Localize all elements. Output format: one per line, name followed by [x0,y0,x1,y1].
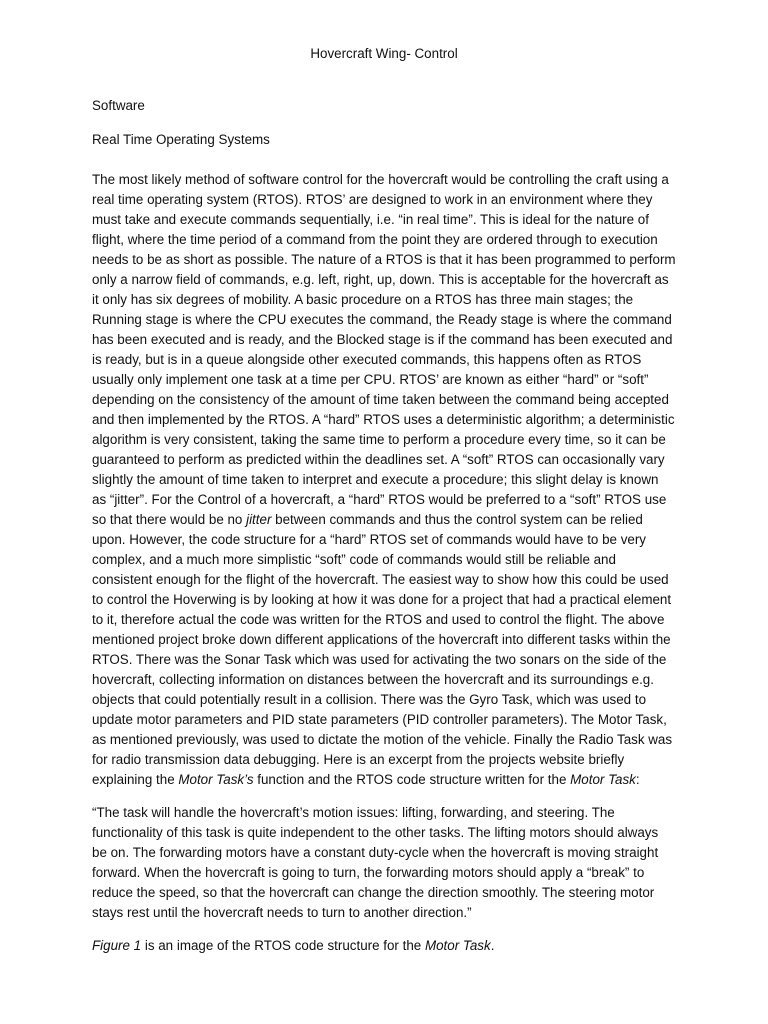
paragraph-text-1: The most likely method of software control for the hovercraft would be controlling the craft using a real time operating system (RTOS). RTOS’ are designed to work in an environment where they must take and execute commands sequentially, i.e. “in real time”. This is ideal for the nature of flight, where the time period of a command from the point they are ordered through to execution needs to be as short as possible. The nature of a RTOS is that it has been programmed to perform only a narrow field of commands, e.g. left, right, up, down. This is acceptable for the hovercraft as it only has six degrees of mobility. A basic procedure on a RTOS has three main stages; the Running stage is where the CPU executes the command, the Ready stage is where the command has been executed and is ready, and the Blocked stage is if the command has been executed and is ready, but is in a queue alongside other executed commands, this happens often as RTOS usually only implement one task at a time per CPU. RTOS’ are known as either “hard” or “soft” depending on the consistency of the amount of time taken between the command being accepted and then implemented by the RTOS. A “hard” RTOS uses a deterministic algorithm; a deterministic algorithm is very consistent, taking the same time to perform a procedure every time, so it can be guaranteed to perform as predicted within the deadlines set. A “soft” RTOS can occasionally vary slightly the amount of time taken to interpret and execute a procedure; this slight delay is known as “jitter”. For the Control of a hovercraft, a “hard” RTOS would be preferred to a “soft” RTOS use so that there would be no [92,172,676,527]
paragraph-text-2: between commands and thus the control system can be relied upon. However, the code structure for a “hard” RTOS set of commands would have to be very complex, and a much more simplistic “soft” code of commands would still be reliable and consistent enough for the flight of the hovercraft. The easiest way to show how this could be used to control the Hoverwing is by looking at how it was done for a project that had a practical element to it, therefore actual the code was written for the RTOS and used to control the flight. The above mentioned project broke down different applications of the hovercraft into different tasks within the RTOS. There was the Sonar Task which was used for activating the two sonars on the side of the hovercraft, collecting information on distances between the hovercraft and its surroundings e.g. objects that could potentially result in a collision. There was the Gyro Task, which was used to update motor parameters and PID state parameters (PID controller parameters). The Motor Task, as mentioned previously, was used to dictate the motion of the vehicle. Finally the Radio Task was for radio transmission data debugging. Here is an excerpt from the projects website briefly explaining the [92,512,673,787]
figure-motor-task: Motor Task [424,938,491,953]
paragraph-text-3: function and the RTOS code structure written for the [253,772,571,787]
italic-jitter: jitter [246,512,272,527]
paragraph-text-4: : [635,772,640,787]
section-heading: Software [92,98,145,113]
italic-motor-tasks: Motor Task’s [178,772,254,787]
subsection-heading: Real Time Operating Systems [92,132,270,147]
figure-reference [92,936,676,956]
figure-ref-end: . [490,938,495,953]
figure-label: Figure 1 [92,938,142,953]
italic-motor-task: Motor Task [570,772,636,787]
document-title: Hovercraft Wing- Control [310,46,458,61]
quote-paragraph: “The task will handle the hovercraft’s motion issues: lifting, forwarding, and steering. The functionality of this task is quite independent to the other tasks. The lifting motors should always be on. The forwarding motors have a constant duty-cycle when the hovercraft is moving straight forward. When the hovercraft is going to turn, the forwarding motors should apply a “break” to reduce the speed, so that the hovercraft can change the direction smoothly. The steering motor stays rest until the hovercraft needs to turn to another direction.” [92,805,659,920]
body-paragraph [92,170,676,790]
figure-ref-text: is an image of the RTOS code structure for the [141,938,425,953]
